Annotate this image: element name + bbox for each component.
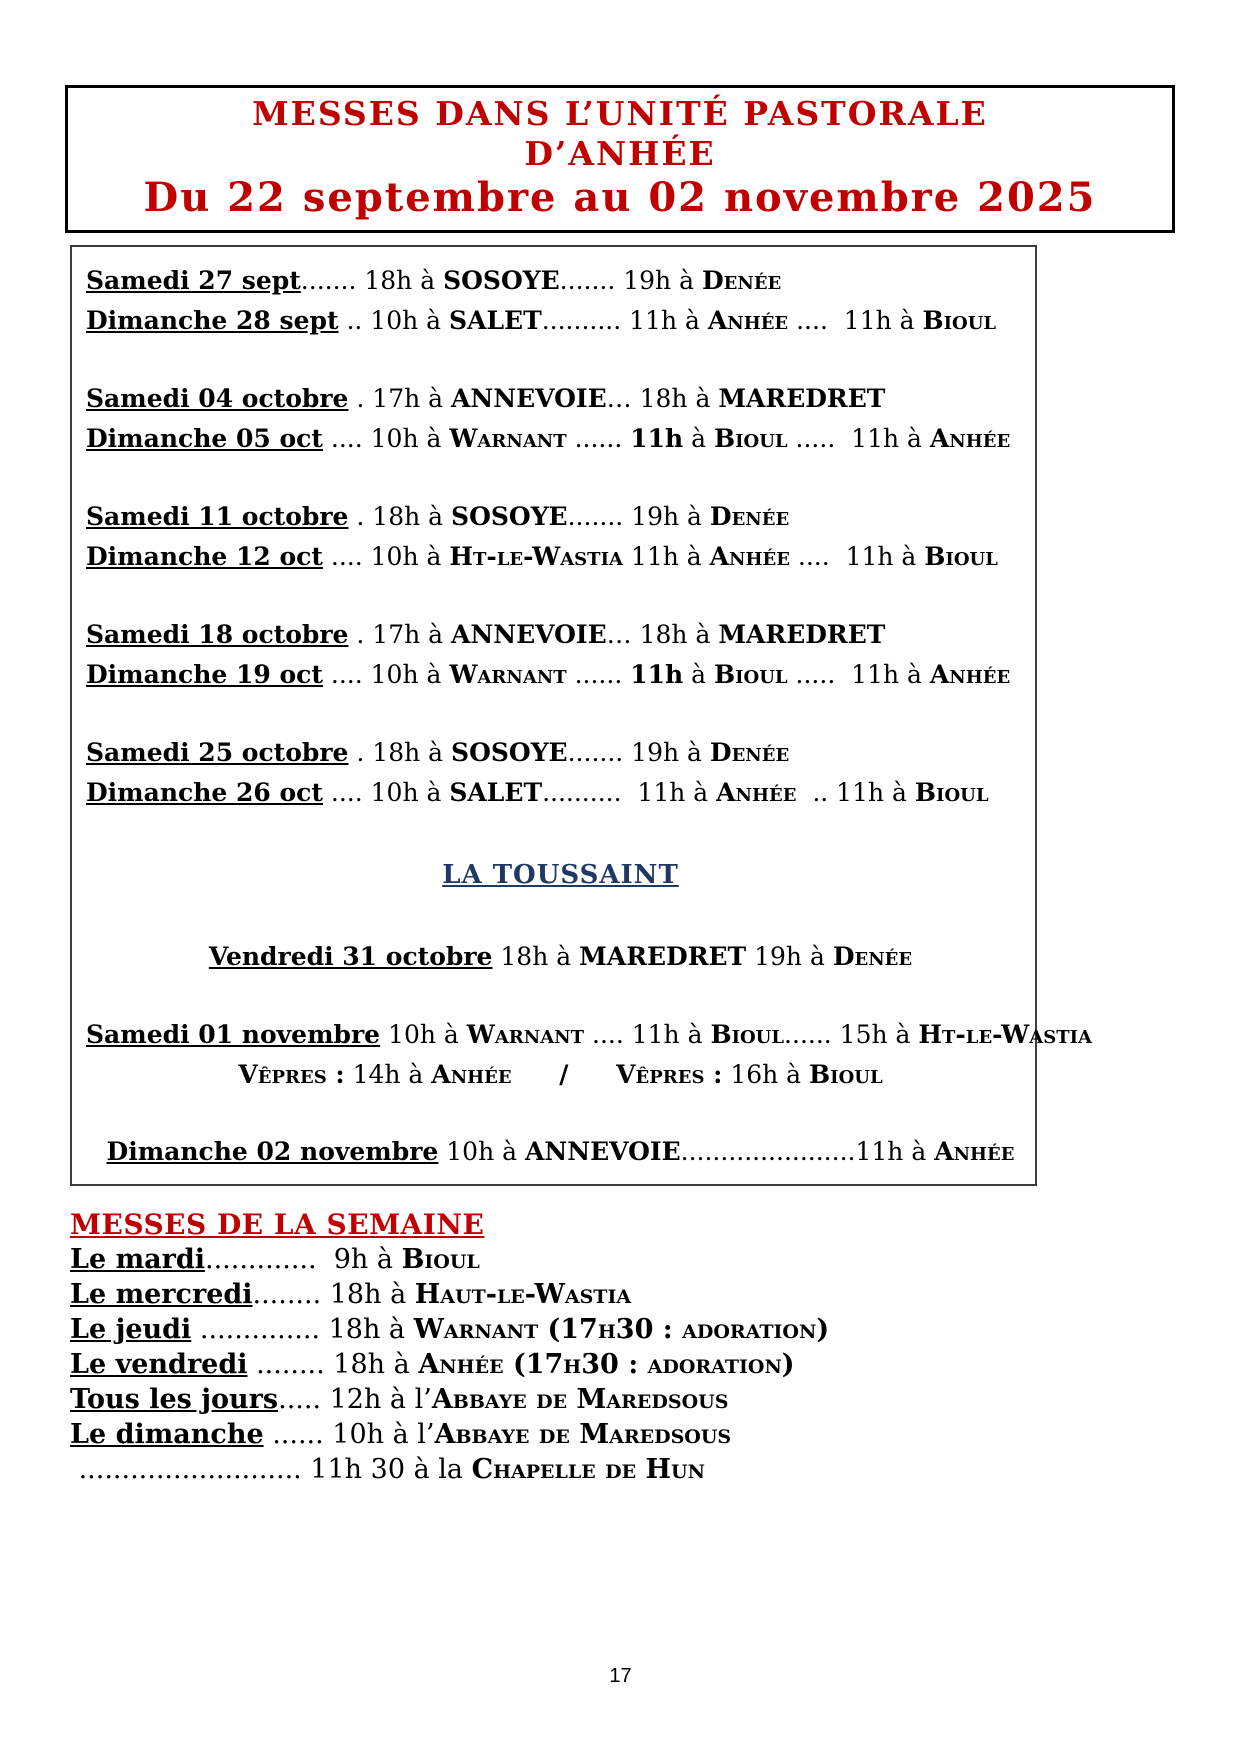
line-samedi-25-octobre [86, 733, 1035, 773]
line-chapelle-de-hun [70, 1452, 1241, 1487]
text-run: ....... 19h à [559, 266, 702, 295]
text-run: .. 11h à [796, 778, 915, 807]
text-run: Ht-le-Wastia [918, 1020, 1092, 1049]
text-run [512, 1060, 560, 1089]
text-run: Bioul [914, 778, 989, 807]
text-run: Vêpres : [616, 1060, 723, 1089]
weekly-lines [70, 1242, 1241, 1487]
text-run: Le dimanche [70, 1419, 264, 1450]
text-run: Samedi 04 octobre [86, 384, 349, 413]
text-run: ....... 19h à [567, 502, 710, 531]
text-run: Le mardi [70, 1244, 205, 1275]
text-run: MAREDRET [718, 620, 886, 649]
spacer [86, 1095, 1035, 1132]
text-run: .......................... 11h 30 à la [70, 1454, 472, 1485]
text-run: . 17h à [348, 384, 452, 413]
text-run: Anhée [929, 424, 1011, 453]
text-run: Abbaye de Maredsous [431, 1384, 729, 1415]
spacer [86, 459, 1035, 497]
text-run: Abbaye de Maredsous [434, 1419, 732, 1450]
text-run: .............. 18h à [191, 1314, 414, 1345]
text-run: Ht-le-Wastia [449, 542, 623, 571]
text-run: Bioul [714, 424, 788, 453]
text-run: ........ 18h à [247, 1349, 419, 1380]
spacer [86, 577, 1035, 615]
text-run: 18h à [492, 942, 580, 971]
line-dimanche-02-novembre [86, 1132, 1035, 1172]
text-run: ANNEVOIE [451, 384, 607, 413]
text-run: Denée [709, 738, 790, 767]
text-run: .... 11h à [788, 306, 923, 335]
text-run: ....... 18h à [300, 266, 444, 295]
text-run: Bioul [922, 306, 997, 335]
text-run: .... 11h à [789, 542, 925, 571]
text-run: … 18h à [606, 384, 719, 413]
spacer [86, 977, 1035, 1015]
text-run: 19h à [746, 942, 833, 971]
text-run: Dimanche 19 oct [86, 660, 323, 689]
text-run: .......... 11h à [541, 306, 708, 335]
text-run: Bioul [809, 1060, 883, 1089]
text-run: 10h à [438, 1137, 525, 1166]
spacer [86, 695, 1035, 733]
text-run: Anhée [934, 1137, 1015, 1166]
text-run: 11h [630, 424, 684, 453]
line-dimanche-12-oct [86, 537, 1035, 577]
text-run: .... 10h à [322, 778, 450, 807]
text-run: Le vendredi [70, 1349, 248, 1380]
text-run: Dimanche 05 oct [86, 424, 323, 453]
text-run: 16h à [722, 1060, 810, 1089]
text-run: 10h à [380, 1020, 467, 1049]
text-run [568, 1060, 616, 1089]
line-dimanche-05-oct [86, 419, 1035, 459]
toussaint-header [86, 855, 1035, 895]
line-samedi-01-novembre [86, 1015, 1092, 1055]
text-run: . 18h à [348, 738, 452, 767]
text-run: 11h [630, 660, 684, 689]
text-run: Dimanche 12 oct [86, 542, 323, 571]
line-le-dimanche [70, 1417, 1241, 1452]
text-run: . 17h à [348, 620, 452, 649]
weekly-header: MESSES DE LA SEMAINE [70, 1208, 485, 1241]
toussaint-title: LA TOUSSAINT [442, 860, 679, 890]
text-run: SOSOYE [451, 502, 568, 531]
text-run: 11h à [622, 542, 710, 571]
text-run: SOSOYE [443, 266, 560, 295]
line-dimanche-26-oct [86, 773, 1035, 813]
text-run: ........ 18h à [252, 1279, 415, 1310]
text-run: Tous les jours [70, 1384, 279, 1415]
text-run: Warnant [466, 1020, 585, 1049]
text-run: Dimanche 28 sept [86, 306, 339, 335]
text-run: ......................11h à [680, 1137, 935, 1166]
text-run: Vendredi 31 octobre [208, 942, 493, 971]
text-run: Le mercredi [70, 1279, 253, 1310]
text-run: Samedi 18 octobre [86, 620, 349, 649]
text-run: Vêpres : [238, 1060, 345, 1089]
text-run: Samedi 27 sept [86, 266, 301, 295]
text-run: Le jeudi [70, 1314, 192, 1345]
title-line-3: Du 22 septembre au 02 novembre 2025 [143, 174, 1097, 221]
text-run: Anhée [431, 1060, 512, 1089]
text-run: ..... 12h à l’ [278, 1384, 432, 1415]
text-run: Bioul [714, 660, 788, 689]
text-run: Haut-le-Wastia [414, 1279, 632, 1310]
text-run: Denée [832, 942, 913, 971]
text-run: .. 10h à [338, 306, 450, 335]
line-tous-les-jours [70, 1382, 1241, 1417]
text-run: ...... [566, 424, 631, 453]
text-run: . 18h à [348, 502, 452, 531]
text-run: ...... [566, 660, 631, 689]
line-samedi-11-octobre [86, 497, 1035, 537]
weekly-section [70, 1208, 1241, 1487]
line-samedi-27-sept [86, 261, 1035, 301]
text-run: à [683, 660, 714, 689]
title-box [65, 85, 1175, 233]
line-vepres [86, 1055, 1035, 1095]
line-vendredi-31-octobre [86, 937, 1035, 977]
text-run: SALET [449, 306, 542, 335]
text-run: Warnant [449, 424, 567, 453]
text-run: Dimanche 02 novembre [106, 1137, 439, 1166]
title-line-2: D’ANHÉE [524, 134, 716, 173]
text-run: … 18h à [606, 620, 719, 649]
page-number: 17 [609, 1665, 632, 1687]
text-run: Dimanche 26 oct [86, 778, 323, 807]
text-run: MAREDRET [718, 384, 886, 413]
text-run: Anhée [929, 660, 1011, 689]
text-run: .... 10h à [322, 424, 450, 453]
spacer [86, 895, 1035, 937]
text-run: ANNEVOIE [451, 620, 607, 649]
text-run: ..... 11h à [787, 424, 930, 453]
text-run: MAREDRET [579, 942, 747, 971]
schedule-box [70, 245, 1092, 1186]
text-run: .... 10h à [322, 660, 450, 689]
text-run: ..... 11h à [787, 660, 930, 689]
title-line-1: MESSES DANS L’UNITÉ PASTORALE [252, 94, 988, 133]
text-run: Bioul [710, 1020, 785, 1049]
text-run: ...... 15h à [784, 1020, 919, 1049]
line-le-jeudi [70, 1312, 1241, 1347]
text-run: .... 10h à [322, 542, 450, 571]
line-le-mercredi [70, 1277, 1241, 1312]
line-le-mardi [70, 1242, 1241, 1277]
text-run: Warnant [449, 660, 567, 689]
text-run: SALET [449, 778, 543, 807]
spacer [86, 813, 1035, 855]
text-run: Anhée [707, 306, 789, 335]
text-run: Denée [701, 266, 782, 295]
text-run: Samedi 11 octobre [86, 502, 349, 531]
text-run: Bioul [924, 542, 998, 571]
text-run: Samedi 25 octobre [86, 738, 349, 767]
line-le-vendredi [70, 1347, 1241, 1382]
text-run: Anhée [709, 542, 790, 571]
text-run: 14h à [344, 1060, 432, 1089]
text-run: ....... 19h à [567, 738, 710, 767]
text-run: .......... 11h à [542, 778, 717, 807]
text-run: Samedi 01 novembre [86, 1020, 381, 1049]
text-run: à [683, 424, 714, 453]
text-run: ...... 10h à l’ [263, 1419, 435, 1450]
text-run: .... 11h à [584, 1020, 711, 1049]
text-run: Bioul [401, 1244, 480, 1275]
text-run: ANNEVOIE [525, 1137, 681, 1166]
text-run: / [559, 1060, 569, 1089]
text-run: Anhée (17h30 : adoration) [418, 1349, 795, 1380]
text-run: Chapelle de Hun [471, 1454, 705, 1485]
line-dimanche-19-oct [86, 655, 1035, 695]
text-run: Denée [709, 502, 790, 531]
text-run: SOSOYE [451, 738, 568, 767]
line-samedi-18-octobre [86, 615, 1035, 655]
text-run: Anhée [716, 778, 797, 807]
line-dimanche-28-sept [86, 301, 1035, 341]
spacer [86, 341, 1035, 379]
line-samedi-04-octobre [86, 379, 1035, 419]
text-run: ............. 9h à [205, 1244, 402, 1275]
text-run: Warnant (17h30 : adoration) [413, 1314, 830, 1345]
